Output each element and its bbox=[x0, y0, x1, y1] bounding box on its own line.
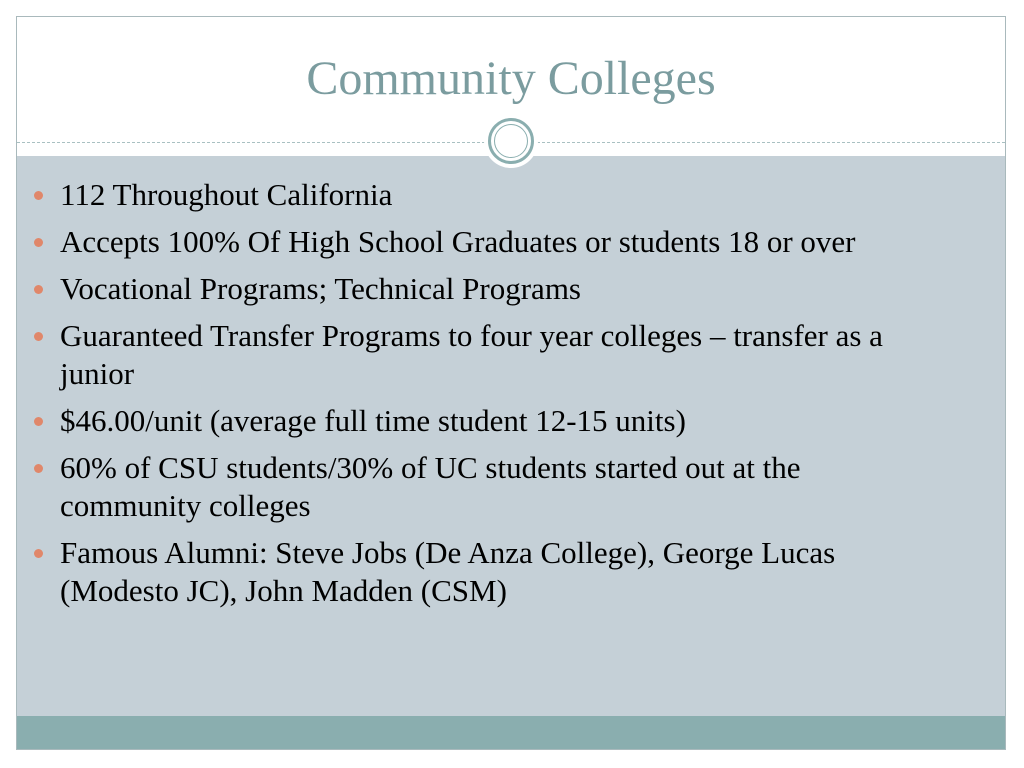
bullet-dot-icon bbox=[34, 417, 43, 426]
bullet-item bbox=[34, 317, 944, 393]
slide-title: Community Colleges bbox=[306, 52, 716, 105]
circle-ring-icon bbox=[488, 118, 534, 164]
bullet-item bbox=[34, 270, 944, 308]
bullet-list bbox=[34, 176, 944, 619]
bullet-item bbox=[34, 223, 944, 261]
bullet-dot-icon bbox=[34, 549, 43, 558]
bullet-dot-icon bbox=[34, 191, 43, 200]
bullet-dot-icon bbox=[34, 332, 43, 341]
bullet-item bbox=[34, 449, 944, 525]
circle-ornament-icon bbox=[484, 114, 538, 168]
bullet-text: 60% of CSU students/30% of UC students started out at the community colleges bbox=[60, 450, 801, 523]
bullet-text: Vocational Programs; Technical Programs bbox=[60, 271, 581, 306]
bullet-item bbox=[34, 176, 944, 214]
bullet-item bbox=[34, 402, 944, 440]
bullet-item bbox=[34, 534, 944, 610]
bullet-dot-icon bbox=[34, 464, 43, 473]
bullet-text: Accepts 100% Of High School Graduates or students 18 or over bbox=[60, 224, 856, 259]
bullet-text: 112 Throughout California bbox=[60, 177, 393, 212]
bullet-dot-icon bbox=[34, 238, 43, 247]
footer-bar bbox=[17, 716, 1005, 750]
bullet-text: Guaranteed Transfer Programs to four year colleges – transfer as a junior bbox=[60, 318, 883, 391]
bullet-text: Famous Alumni: Steve Jobs (De Anza College), George Lucas (Modesto JC), John Madden (CSM) bbox=[60, 535, 836, 608]
bullet-text: $46.00/unit (average full time student 12-15 units) bbox=[60, 403, 686, 438]
bullet-dot-icon bbox=[34, 285, 43, 294]
